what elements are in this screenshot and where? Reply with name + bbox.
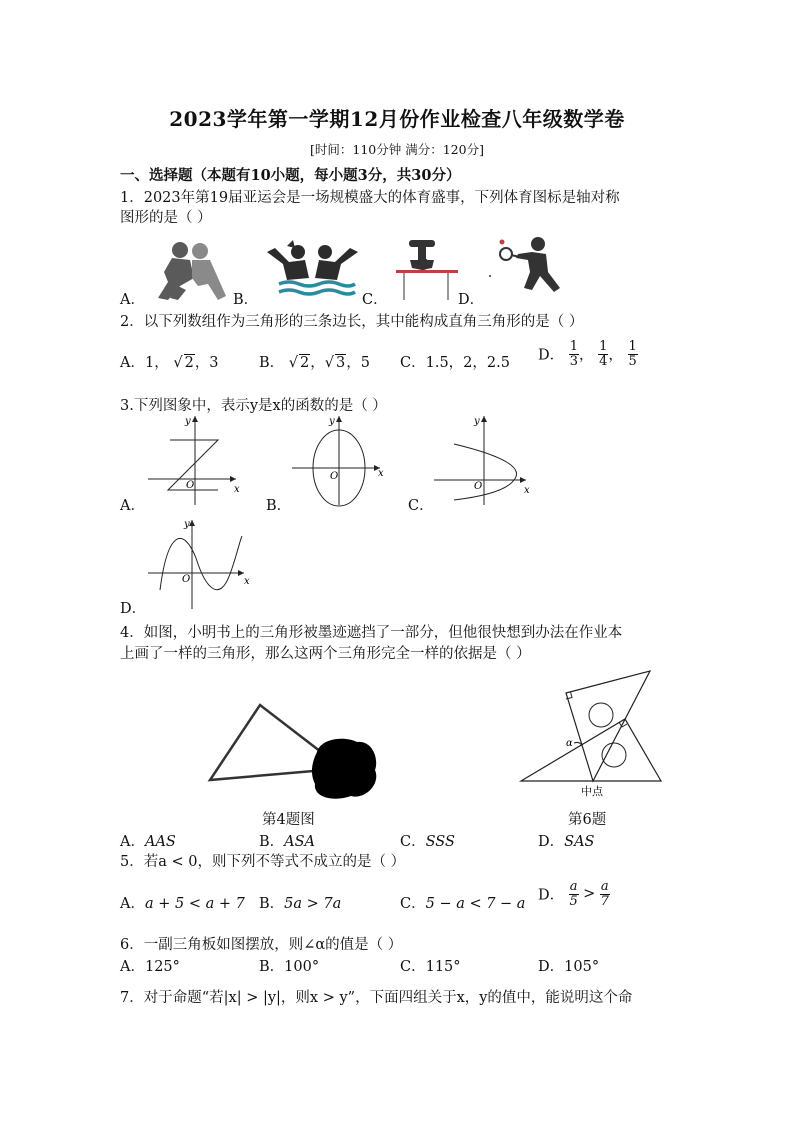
q3-option-a: A． [120,498,145,514]
q4-option-b: B．ASA [259,834,316,850]
question-2: 2．以下列数组作为三角形的三条边长，其中能构成直角三角形的是（ ） [120,314,584,330]
section-heading: 一、选择题（本题有10小题，每小题3分，共30分） [120,167,461,184]
figure-4-ink-triangle [205,700,385,805]
q4-option-a: A．AAS [120,834,176,850]
graph-c [434,412,534,507]
q1-option-c: C． [362,292,388,308]
badminton-icon [488,234,572,298]
svg-text:x: x [524,485,530,496]
question-7: 7．对于命题“若|x| > |y|，则x > y”，下面四组关于x，y的值中，能说明这个命 [120,990,633,1006]
q2-option-a: A．1， √ 2，3 [120,355,219,371]
graph-a [148,412,248,507]
svg-text:α: α [566,738,573,749]
q6-option-d: D．105° [538,959,600,975]
svg-text:y: y [474,416,480,427]
question-4-line-1: 4．如图，小明书上的三角形被墨迹遮挡了一部分，但他很快想到办法在作业本 [120,625,623,641]
svg-text:x: x [244,576,250,587]
origin-label: O [186,480,195,491]
question-3: 3.下列图象中，表示y是x的函数的是（ ） [120,398,387,414]
q1-option-b: B． [233,292,259,308]
question-5: 5．若a < 0，则下列不等式不成立的是（ ） [120,854,406,870]
q5-option-b: B．5a > 7a [259,896,342,912]
wrestling-icon [150,238,230,302]
q6-option-b: B．100° [259,959,320,975]
figure-4-caption: 第4题图 [262,812,315,828]
q3-option-b: B． [266,498,292,514]
figure-6-set-squares [518,665,658,800]
q1-option-a: A． [120,292,145,308]
svg-text:中点: 中点 [581,785,603,798]
q6-option-c: C．115° [400,959,461,975]
q1-option-d: D． [458,292,485,308]
q5-option-a: A．a + 5 < a + 7 [120,896,245,912]
exam-info: [时间：110分钟 满分：120分] [310,142,484,157]
q3-option-d: D． [120,601,147,617]
water-polo-icon [265,238,360,302]
q4-option-c: C．SSS [400,834,455,850]
gymnastics-icon [392,236,462,302]
q2-option-c: C．1.5，2，2.5 [400,355,510,371]
question-1-line-2: 图形的是（ ） [120,210,212,226]
svg-text:O: O [474,481,483,492]
question-6: 6．一副三角板如图摆放，则∠α的值是（ ） [120,937,403,953]
q2-option-b: B． √ 2，√ 3，5 [259,355,370,371]
q5-option-d: D． $\frac{a}{5}$ > $\frac{a}{7}$ [538,879,609,909]
svg-text:x: x [234,484,240,495]
svg-text:O: O [182,574,191,585]
svg-text:y: y [184,519,190,530]
q2-option-d: D． $\frac{1}{3}$ ， $\frac{1}{4}$ ， $\frac{1}{5}$ [538,339,637,369]
graph-d [148,518,254,610]
svg-text:x: x [378,468,384,479]
q3-option-c: C． [408,498,434,514]
q5-option-c: C．5 − a < 7 − a [400,896,526,912]
svg-text:O: O [330,471,339,482]
q6-option-a: A．125° [120,959,180,975]
question-1-line-1: 1．2023年第19届亚运会是一场规模盛大的体育盛事，下列体育图标是轴对称 [120,190,620,206]
page-title: 2023学年第一学期12月份作业检查八年级数学卷 [169,107,625,131]
q4-option-d: D．SAS [538,834,595,850]
figure-6-caption: 第6题 [568,812,607,828]
question-4-line-2: 上画了一样的三角形，那么这两个三角形完全一样的依据是（ ） [120,646,531,662]
svg-text:y: y [185,416,191,427]
svg-text:y: y [329,416,335,427]
graph-b [292,412,392,507]
